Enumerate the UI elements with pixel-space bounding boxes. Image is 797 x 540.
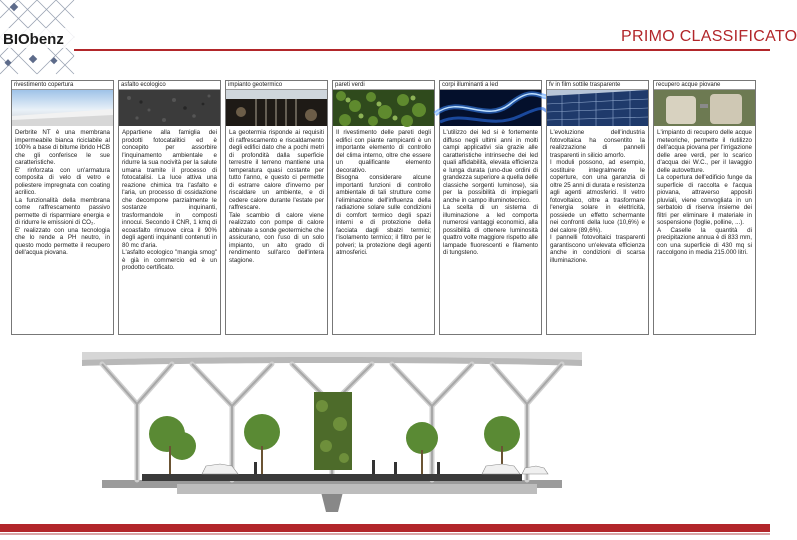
led-strip-photo-icon [440,90,541,126]
logo-text: BIObenz [3,31,64,48]
column-heading: corpi illuminanti a led [440,81,541,90]
column-heading: rivestimento copertura [12,81,113,90]
column-asfalto-ecologico [118,80,221,335]
column-text: Il rivestimento delle pareti degli edifici con piante rampicanti è un importante elemento di controllo del clima interno, oltre che essere un qualificante elemento decorativo. Bisogna considerare alcune importanti funzioni di controllo ambientale di tali strutture come l'eliminazione dell'influenza della radiazione solare sulle condizioni di comfort termico degli spazi interni e di protezione della facciata dagli sbalzi termici; l'isolamento termico; il filtro per le polveri; la protezione degli agenti atmosferici. [336,129,431,256]
footer-bar-light [0,533,770,535]
column-impianto-geotermico [225,80,328,335]
column-fv-film-sottile [546,80,649,335]
logo [0,0,74,74]
membrane-photo-icon [12,90,113,126]
column-heading: impianto geotermico [226,81,327,90]
column-text: L'utilizzo dei led si è fortemente diffuso negli ultimi anni in molti campi applicativi sia grazie alle caratteristiche intrinseche dei led quali affidabilità, elevata efficienza e lunga durata (uno-due ordini di grandezza superiore a quella delle classiche sorgenti luminose), sia per la possibilità di impiegarli anche in campo illuminotecnico. La scelta di un sistema di illuminazione a led comporta numerosi vantaggi economici, alla possibilità di ottenere luminosità quattro volte maggiore rispetto alle lampade fluorescenti e filamento di tungsteno. [443,129,538,256]
column-pareti-verdi [332,80,435,335]
column-text: La geotermia risponde ai requisiti di raffrescamento e riscaldamento degli edifici dato che a pochi metri di profondità dalla superficie terrestre il terreno mantiene una temperatura quasi costante per tutto l'anno, e questo ci permette di estrarre calore d'inverno per riscaldare un ambiente, e di cedere calore durante l'estate per raffrescare. Tale scambio di calore viene realizzato con pompe di calore abbinate a sonde geotermiche che assicurano, con l'uso di un solo impianto, un alto grado di rendimento sull'arco dell'intera stagione. [229,129,324,264]
column-heading: asfalto ecologico [119,81,220,90]
page-title: PRIMO CLASSIFICATO [621,28,797,45]
column-heading: recupero acque piovane [654,81,755,90]
column-heading: fv in film sottile trasparente [547,81,648,90]
station-canopy-section-render [82,334,582,522]
info-columns [11,80,760,333]
title-divider [74,49,770,51]
rain-water-photo-icon [654,90,755,126]
column-rivestimento-copertura [11,80,114,335]
geothermal-photo-icon [226,90,327,126]
column-text: Appartiene alla famiglia dei prodotti fotocatalitici ed è concepito per assorbire l'inquinamento ambientale e ridurre la sua nocività per la salute umana tramite il processo di fotocatalisi. La luce attiva una reazione chimica tra l'asfalto e l'aria, un processo di ossidazione che decompone parzialmente le sostanze inquinanti, trasformandole in composti innocui. Secondo il CNR, 1 kmq di ecoasfalto rimuove circa il 90% degli agenti inquinanti contenuti in 80 mc d'aria. L'asfalto ecologico "mangia smog" è già in commercio ed è un prodotto certificato. [122,129,217,271]
column-corpi-illuminanti-a-led [439,80,542,335]
column-text: L'evoluzione dell'industria fotovoltaica ha consentito la realizzazione di pannelli trasparenti in silicio amorfo. I moduli possono, ad esempio, sostituire integralmente le coperture, con una garanzia di oltre 25 anni di durata e resistenza agli agenti atmosferici. Il vetro fotovoltaico, oltre a trasformare l'energia solare in elettricità, possiede un effetto schermante nei confronti della luce (10,6%) e del calore (89,6%). I pannelli fotovoltaici trasparenti garantiscono un'elevata efficienza anche in condizioni di scarsa illuminazione. [550,129,645,264]
green-wall-photo-icon [333,90,434,126]
column-heading: pareti verdi [333,81,434,90]
asphalt-photo-icon [119,90,220,126]
column-text: Derbrite NT è una membrana impermeabile bianca riciclabile al 100% a base di bitume ibrido HCB che gli conferisce le sue caratteristiche. E' rinforzata con un'armatura composita di velo di vetro e poliestere impregnata con coating acrilico. La funzionalità della membrana come raffrescamento passivo permette di risparmiare energia e di ridurre le emissioni di CO₂. E' realizzato con una tecnologia che lo rende a PH neutro, in questo modo permette il recupero dell'acqua piovana. [15,129,110,256]
pv-panel-photo-icon [547,90,648,126]
column-text: L'impianto di recupero delle acque meteoriche, permette il riutilizzo dell'acqua piovana per l'irrigazione delle aree verdi, per lo scarico d'acqua dei W.C., per il lavaggio delle autovetture. La copertura dell'edificio funge da superficie di raccolta e l'acqua piovana, attraverso appositi pluviali, viene convogliata in un serbatoio di riserva insieme dei filtri per eliminare il materiale in sospensione (foglie, polline, ...). A Caselle la quantità di precipitazione annua è di 833 mm, con una superficie di 430 mq si raccolgono in media 215.000 litri. [657,129,752,256]
footer-bar [0,524,770,532]
column-recupero-acque-piovane [653,80,756,335]
